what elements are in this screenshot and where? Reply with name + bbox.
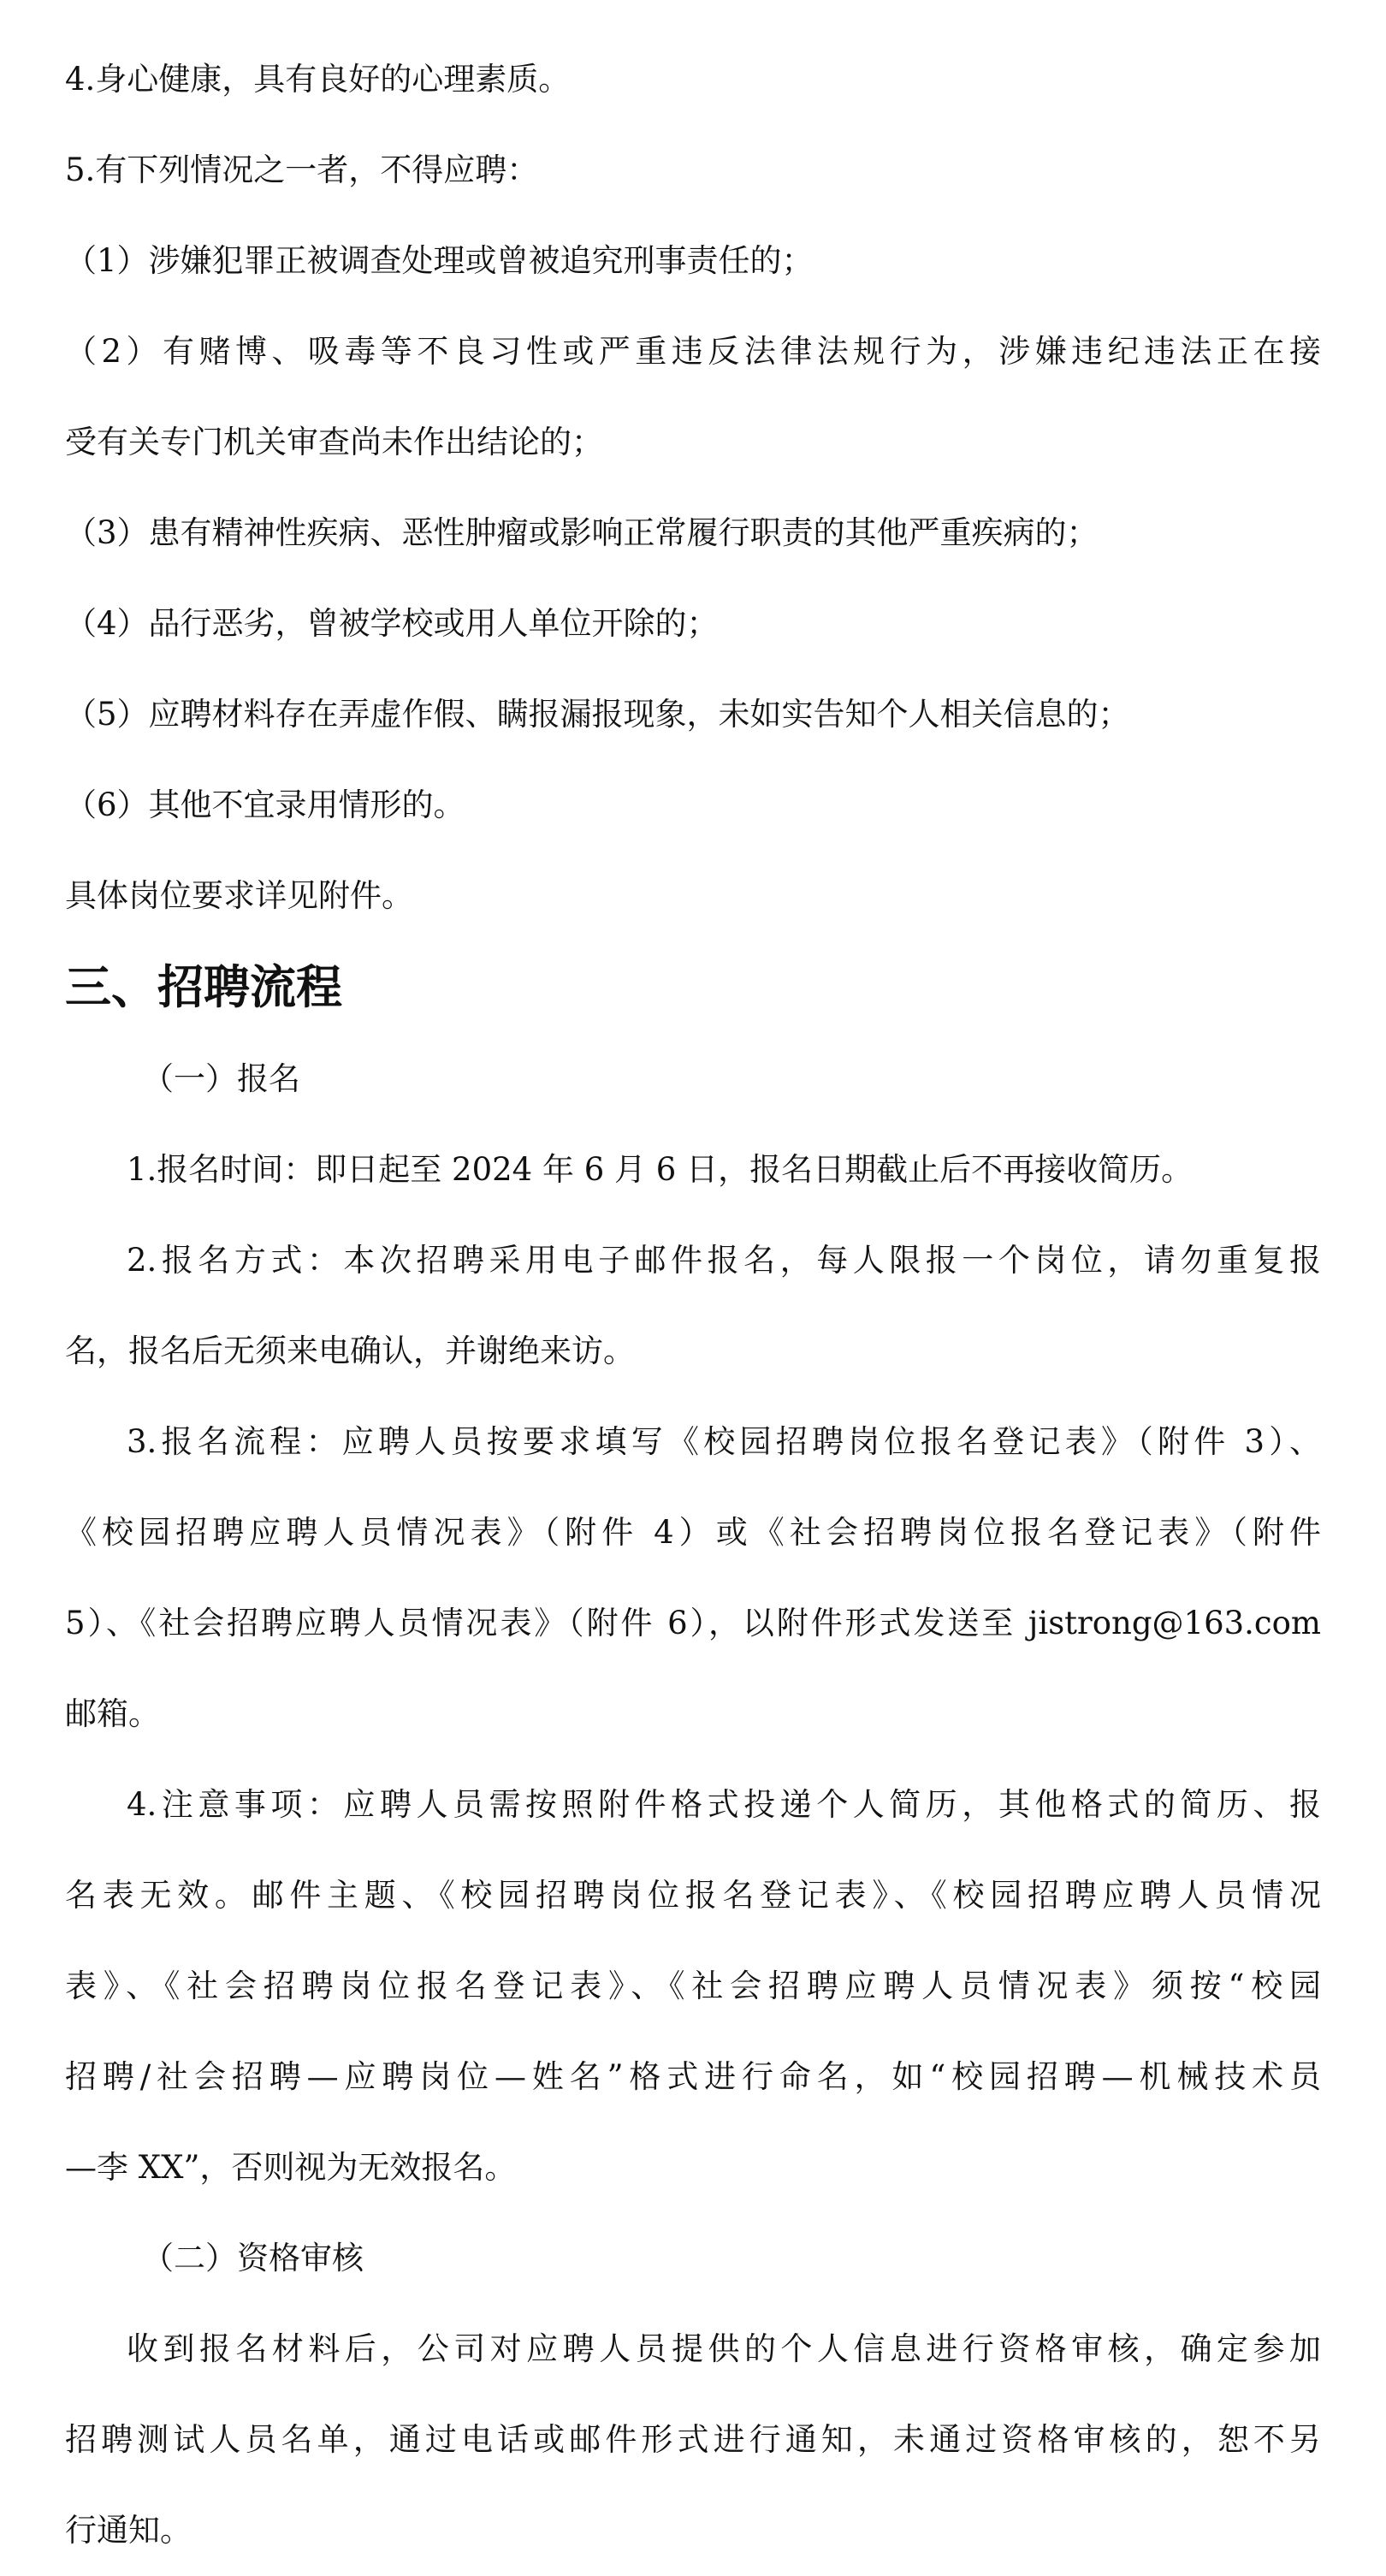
exclusion-item-5: （5）应聘材料存在弄虚作假、瞒报漏报现象，未如实告知个人相关信息的； <box>65 696 1130 733</box>
registration-process-continued-3: 邮箱。 <box>65 1695 160 1732</box>
registration-notes-continued-1: 名表无效。邮件主题、《校园招聘岗位报名登记表》、《校园招聘应聘人员情况 <box>65 1877 1321 1914</box>
registration-notes-continued-3: 招聘/社会招聘—应聘岗位—姓名”格式进行命名，如“校园招聘—机械技术员 <box>65 2058 1321 2095</box>
registration-method: 2.报名方式：本次招聘采用电子邮件报名，每人限报一个岗位，请勿重复报 <box>127 1242 1321 1279</box>
exclusion-item-3: （3）患有精神性疾病、恶性肿瘤或影响正常履行职责的其他严重疾病的； <box>65 514 1099 551</box>
requirement-item-5: 5.有下列情况之一者，不得应聘： <box>65 151 539 188</box>
registration-time: 1.报名时间：即日起至 2024 年 6 月 6 日，报名日期截止后不再接收简历。 <box>127 1151 1194 1188</box>
qualification-review: 收到报名材料后，公司对应聘人员提供的个人信息进行资格审核，确定参加 <box>127 2330 1321 2367</box>
registration-process-continued-2: 5）、《社会招聘应聘人员情况表》（附件 6），以附件形式发送至 jistrong@163.com <box>65 1605 1321 1641</box>
exclusion-item-2-continued: 受有关专门机关审查尚未作出结论的； <box>65 424 603 460</box>
registration-notes-continued-2: 表》、《社会招聘岗位报名登记表》、《社会招聘应聘人员情况表》须按“校园 <box>65 1968 1321 2004</box>
registration-notes: 4.注意事项：应聘人员需按照附件格式投递个人简历，其他格式的简历、报 <box>127 1786 1321 1823</box>
qualification-review-continued-1: 招聘测试人员名单，通过电话或邮件形式进行通知，未通过资格审核的，恕不另 <box>65 2421 1321 2458</box>
exclusion-item-2: （2）有赌博、吸毒等不良习性或严重违反法律法规行为，涉嫌违纪违法正在接 <box>65 333 1321 370</box>
detail-note: 具体岗位要求详见附件。 <box>65 877 413 914</box>
registration-process-continued-1: 《校园招聘应聘人员情况表》（附件 4）或《社会招聘岗位报名登记表》（附件 <box>65 1514 1321 1551</box>
exclusion-item-4: （4）品行恶劣，曾被学校或用人单位开除的； <box>65 605 719 642</box>
qualification-review-continued-2: 行通知。 <box>65 2512 192 2549</box>
requirement-item-4: 4.身心健康，具有良好的心理素质。 <box>65 61 571 98</box>
subsection-title-registration: （一）报名 <box>142 1060 300 1097</box>
registration-method-continued: 名，报名后无须来电确认，并谢绝来访。 <box>65 1333 635 1369</box>
section-heading: 三、招聘流程 <box>65 960 342 1014</box>
registration-process: 3.报名流程：应聘人员按要求填写《校园招聘岗位报名登记表》（附件 3）、 <box>127 1423 1321 1460</box>
exclusion-item-6: （6）其他不宜录用情形的。 <box>65 786 465 823</box>
subsection-title-qualification: （二）资格审核 <box>142 2240 364 2276</box>
exclusion-item-1: （1）涉嫌犯罪正被调查处理或曾被追究刑事责任的； <box>65 242 814 279</box>
registration-notes-continued-4: —李 XX”，否则视为无效报名。 <box>65 2149 517 2186</box>
